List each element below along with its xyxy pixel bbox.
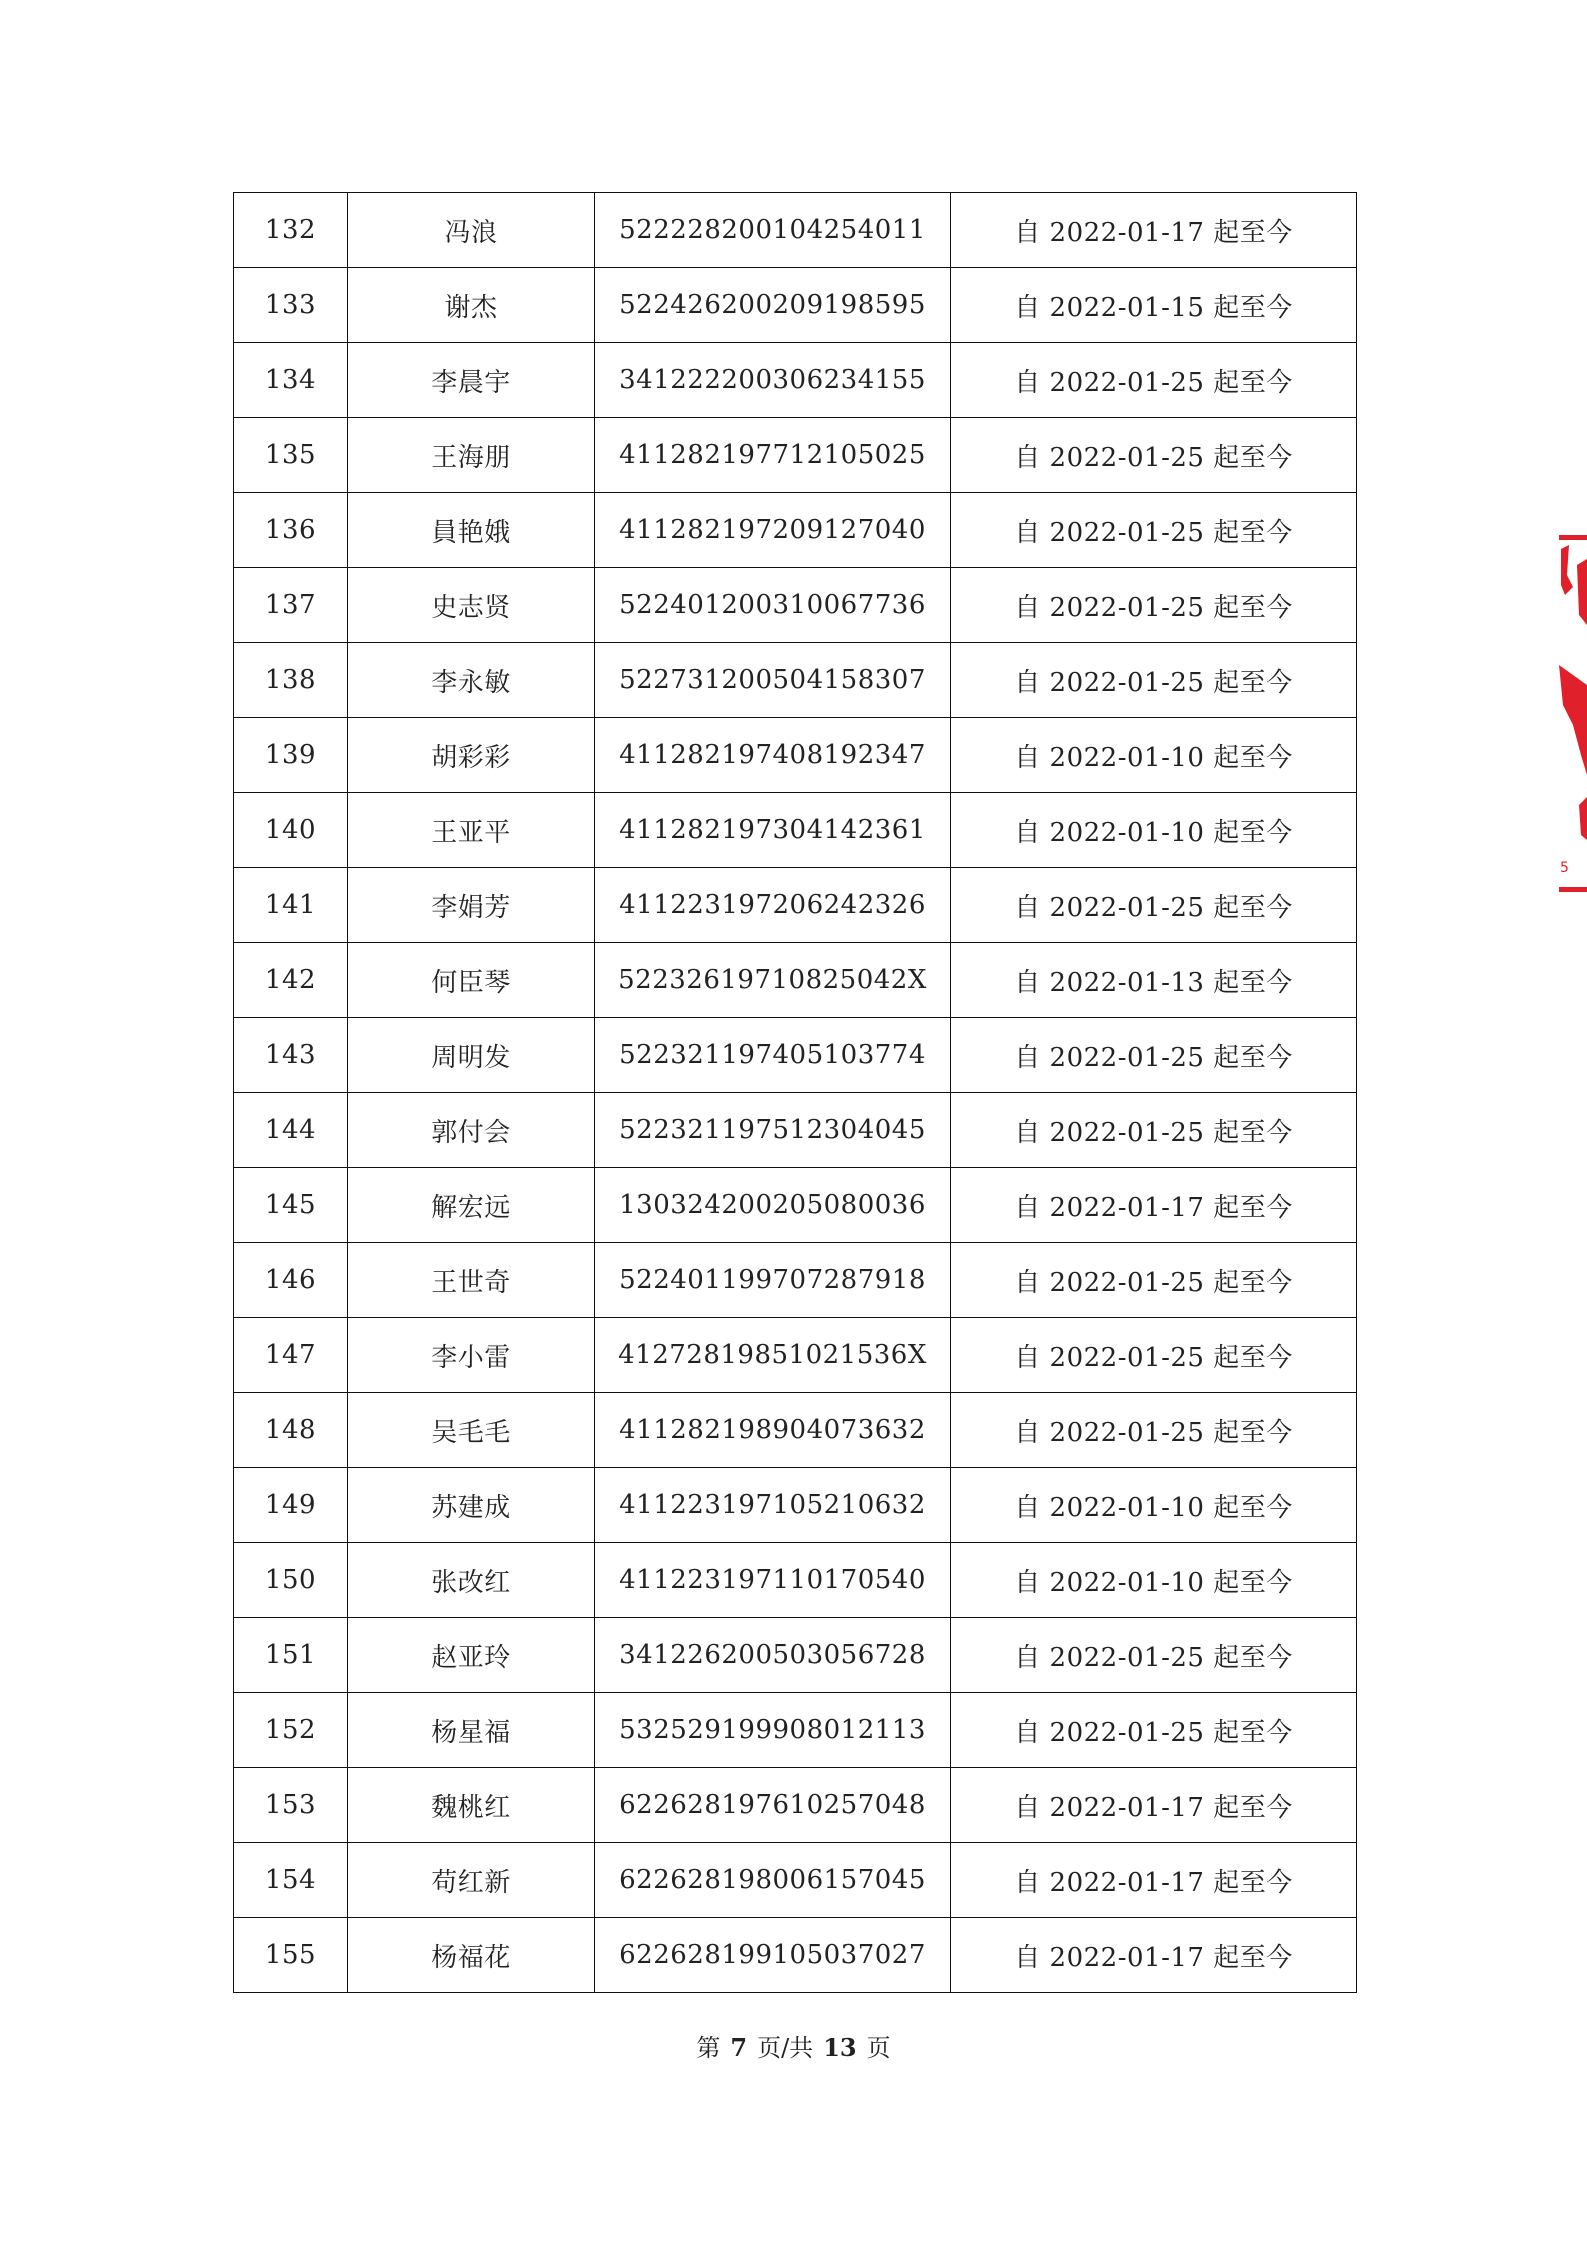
- table-row: [234, 1543, 1357, 1618]
- id-number-cell: 411223197105210632: [595, 1468, 951, 1543]
- id-number-cell: 522321197512304045: [595, 1093, 951, 1168]
- id-number-cell: 341226200503056728: [595, 1618, 951, 1693]
- table-row: [234, 493, 1357, 568]
- table-row: [234, 718, 1357, 793]
- row-number-cell: 152: [234, 1693, 348, 1768]
- id-number-cell: 41272819851021536X: [595, 1318, 951, 1393]
- name-cell: 李小雷: [348, 1318, 595, 1393]
- row-number-cell: 141: [234, 868, 348, 943]
- row-number-cell: 151: [234, 1618, 348, 1693]
- table-row: [234, 193, 1357, 268]
- period-cell: 自 2022-01-13 起至今: [951, 943, 1357, 1018]
- table-row: [234, 643, 1357, 718]
- seal-stamp-fragment: [1557, 535, 1587, 895]
- row-number-cell: 140: [234, 793, 348, 868]
- id-number-cell: 411282197408192347: [595, 718, 951, 793]
- period-cell: 自 2022-01-25 起至今: [951, 1318, 1357, 1393]
- row-number-cell: 134: [234, 343, 348, 418]
- page-footer: [0, 2028, 1587, 2063]
- id-number-cell: 411223197110170540: [595, 1543, 951, 1618]
- name-cell: 李永敏: [348, 643, 595, 718]
- period-cell: 自 2022-01-17 起至今: [951, 1918, 1357, 1993]
- row-number-cell: 145: [234, 1168, 348, 1243]
- table-row: [234, 943, 1357, 1018]
- table-row: [234, 1318, 1357, 1393]
- name-cell: 冯浪: [348, 193, 595, 268]
- period-cell: 自 2022-01-25 起至今: [951, 568, 1357, 643]
- id-number-cell: 52232619710825042X: [595, 943, 951, 1018]
- period-cell: 自 2022-01-17 起至今: [951, 1843, 1357, 1918]
- period-cell: 自 2022-01-25 起至今: [951, 643, 1357, 718]
- row-number-cell: 144: [234, 1093, 348, 1168]
- footer-total-pages: 13: [823, 2033, 857, 2062]
- table-row: [234, 568, 1357, 643]
- row-number-cell: 155: [234, 1918, 348, 1993]
- name-cell: 郭付会: [348, 1093, 595, 1168]
- id-number-cell: 522321197405103774: [595, 1018, 951, 1093]
- table-row: [234, 268, 1357, 343]
- period-cell: 自 2022-01-25 起至今: [951, 343, 1357, 418]
- period-cell: 自 2022-01-17 起至今: [951, 1768, 1357, 1843]
- period-cell: 自 2022-01-10 起至今: [951, 1543, 1357, 1618]
- row-number-cell: 149: [234, 1468, 348, 1543]
- period-cell: 自 2022-01-25 起至今: [951, 418, 1357, 493]
- id-number-cell: 522731200504158307: [595, 643, 951, 718]
- table-row: [234, 1018, 1357, 1093]
- footer-suffix: 页: [866, 2034, 891, 2062]
- id-number-cell: 622628198006157045: [595, 1843, 951, 1918]
- id-number-cell: 130324200205080036: [595, 1168, 951, 1243]
- name-cell: 員艳娥: [348, 493, 595, 568]
- table-row: [234, 1093, 1357, 1168]
- name-cell: 杨星福: [348, 1693, 595, 1768]
- seal-fragment-text: 5: [1560, 860, 1569, 876]
- name-cell: 苟红新: [348, 1843, 595, 1918]
- id-number-cell: 411223197206242326: [595, 868, 951, 943]
- period-cell: 自 2022-01-25 起至今: [951, 1093, 1357, 1168]
- id-number-cell: 532529199908012113: [595, 1693, 951, 1768]
- table-row: [234, 793, 1357, 868]
- table-row: [234, 1693, 1357, 1768]
- row-number-cell: 135: [234, 418, 348, 493]
- period-cell: 自 2022-01-25 起至今: [951, 1618, 1357, 1693]
- name-cell: 张改红: [348, 1543, 595, 1618]
- id-number-cell: 522228200104254011: [595, 193, 951, 268]
- row-number-cell: 154: [234, 1843, 348, 1918]
- period-cell: 自 2022-01-17 起至今: [951, 1168, 1357, 1243]
- table-row: [234, 1468, 1357, 1543]
- period-cell: 自 2022-01-25 起至今: [951, 868, 1357, 943]
- roster-table-body: [234, 193, 1357, 1993]
- period-cell: 自 2022-01-25 起至今: [951, 1693, 1357, 1768]
- name-cell: 魏桃红: [348, 1768, 595, 1843]
- row-number-cell: 136: [234, 493, 348, 568]
- row-number-cell: 147: [234, 1318, 348, 1393]
- footer-middle: 页/共: [757, 2034, 814, 2062]
- name-cell: 李晨宇: [348, 343, 595, 418]
- name-cell: 王亚平: [348, 793, 595, 868]
- name-cell: 解宏远: [348, 1168, 595, 1243]
- id-number-cell: 522426200209198595: [595, 268, 951, 343]
- row-number-cell: 142: [234, 943, 348, 1018]
- name-cell: 周明发: [348, 1018, 595, 1093]
- row-number-cell: 139: [234, 718, 348, 793]
- id-number-cell: 411282197304142361: [595, 793, 951, 868]
- name-cell: 苏建成: [348, 1468, 595, 1543]
- row-number-cell: 137: [234, 568, 348, 643]
- period-cell: 自 2022-01-25 起至今: [951, 1393, 1357, 1468]
- period-cell: 自 2022-01-10 起至今: [951, 1468, 1357, 1543]
- name-cell: 史志贤: [348, 568, 595, 643]
- row-number-cell: 148: [234, 1393, 348, 1468]
- period-cell: 自 2022-01-10 起至今: [951, 793, 1357, 868]
- table-row: [234, 1768, 1357, 1843]
- period-cell: 自 2022-01-15 起至今: [951, 268, 1357, 343]
- roster-table: [233, 192, 1357, 1993]
- period-cell: 自 2022-01-25 起至今: [951, 493, 1357, 568]
- footer-prefix: 第: [696, 2034, 721, 2062]
- name-cell: 李娟芳: [348, 868, 595, 943]
- name-cell: 赵亚玲: [348, 1618, 595, 1693]
- row-number-cell: 143: [234, 1018, 348, 1093]
- name-cell: 王世奇: [348, 1243, 595, 1318]
- name-cell: 何臣琴: [348, 943, 595, 1018]
- footer-current-page: 7: [730, 2033, 748, 2062]
- name-cell: 胡彩彩: [348, 718, 595, 793]
- table-row: [234, 343, 1357, 418]
- row-number-cell: 146: [234, 1243, 348, 1318]
- name-cell: 王海朋: [348, 418, 595, 493]
- period-cell: 自 2022-01-17 起至今: [951, 193, 1357, 268]
- name-cell: 杨福花: [348, 1918, 595, 1993]
- name-cell: 谢杰: [348, 268, 595, 343]
- row-number-cell: 150: [234, 1543, 348, 1618]
- period-cell: 自 2022-01-25 起至今: [951, 1243, 1357, 1318]
- row-number-cell: 153: [234, 1768, 348, 1843]
- table-row: [234, 1168, 1357, 1243]
- table-row: [234, 868, 1357, 943]
- id-number-cell: 522401200310067736: [595, 568, 951, 643]
- id-number-cell: 622628199105037027: [595, 1918, 951, 1993]
- row-number-cell: 133: [234, 268, 348, 343]
- id-number-cell: 341222200306234155: [595, 343, 951, 418]
- table-row: [234, 1243, 1357, 1318]
- table-row: [234, 1843, 1357, 1918]
- id-number-cell: 411282197712105025: [595, 418, 951, 493]
- table-row: [234, 418, 1357, 493]
- row-number-cell: 132: [234, 193, 348, 268]
- id-number-cell: 411282198904073632: [595, 1393, 951, 1468]
- table-row: [234, 1618, 1357, 1693]
- period-cell: 自 2022-01-25 起至今: [951, 1018, 1357, 1093]
- id-number-cell: 522401199707287918: [595, 1243, 951, 1318]
- period-cell: 自 2022-01-10 起至今: [951, 718, 1357, 793]
- name-cell: 吴毛毛: [348, 1393, 595, 1468]
- id-number-cell: 622628197610257048: [595, 1768, 951, 1843]
- table-row: [234, 1918, 1357, 1993]
- table-row: [234, 1393, 1357, 1468]
- id-number-cell: 411282197209127040: [595, 493, 951, 568]
- row-number-cell: 138: [234, 643, 348, 718]
